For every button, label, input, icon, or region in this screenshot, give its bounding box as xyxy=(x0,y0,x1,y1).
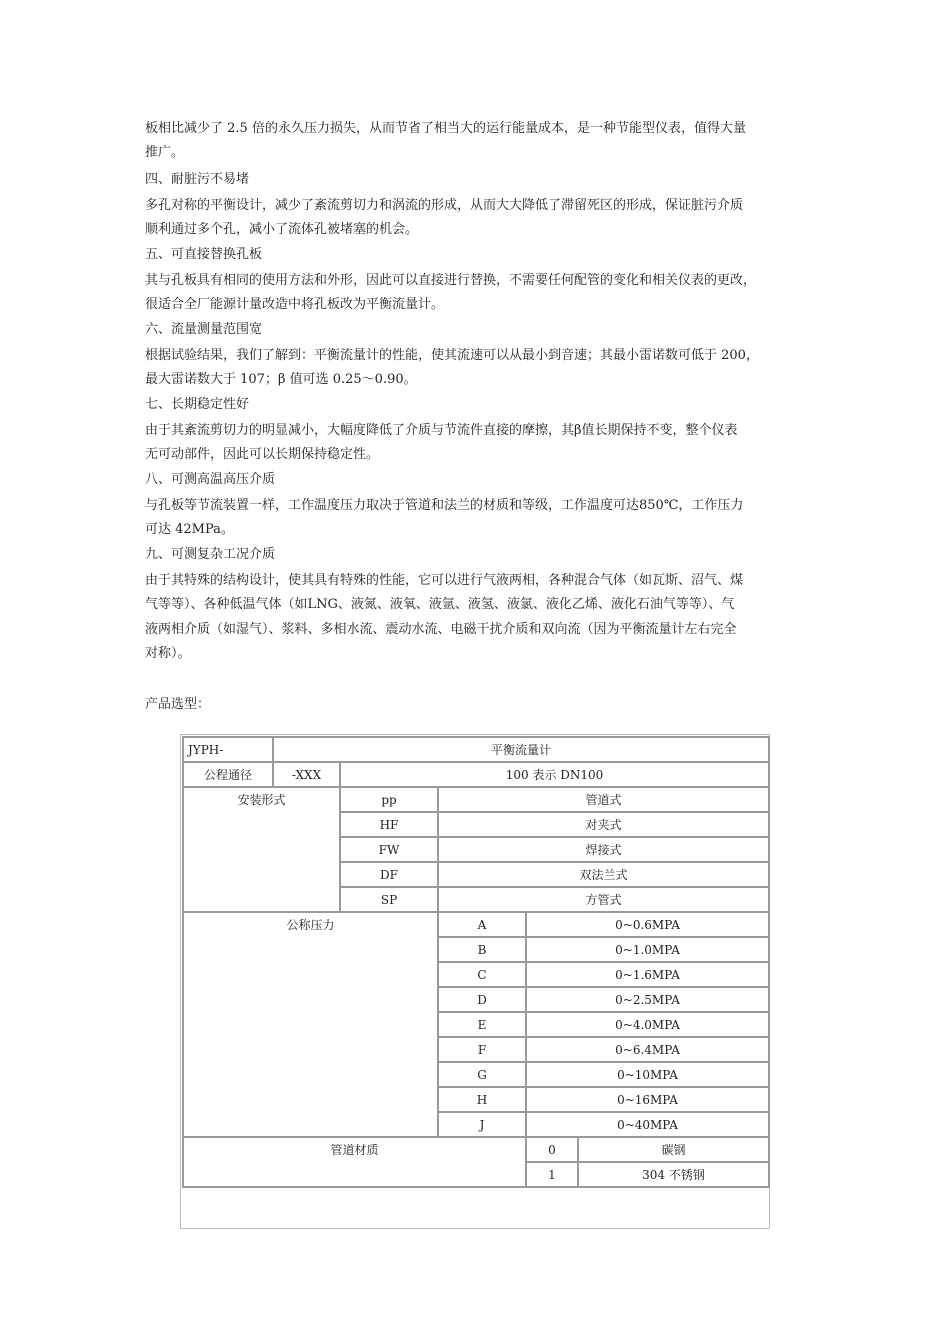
body-line: 很适合全厂能源计量改造中将孔板改为平衡流量计。 xyxy=(145,297,445,312)
pressure-code: D xyxy=(438,987,526,1012)
pressure-code: A xyxy=(438,912,526,937)
install-desc: 双法兰式 xyxy=(438,862,769,887)
body-line: 与孔板等节流装置一样，工作温度压力取决于管道和法兰的材质和等级，工作温度可达850℃，工作压力 xyxy=(145,498,744,513)
body-line: 对称）。 xyxy=(145,646,191,661)
material-desc: 碳钢 xyxy=(578,1137,769,1162)
section-heading: 六、流量测量范围宽 xyxy=(145,322,263,337)
dn-desc: 100 表示 DN100 xyxy=(340,762,769,787)
pressure-desc: 0~4.0MPA xyxy=(526,1012,769,1037)
model-name: 平衡流量计 xyxy=(273,737,769,762)
install-label: 安装形式 xyxy=(183,787,340,912)
body-line: 气等等）、各种低温气体（如LNG、液氮、液氧、液氩、液氢、液氯、液化乙烯、液化石油气等等）、气 xyxy=(145,597,735,612)
install-desc: 方管式 xyxy=(438,887,769,912)
body-line: 根据试验结果，我们了解到：平衡流量计的性能，使其流速可以从最小到音速；其最小雷诺数可低于 200， xyxy=(145,348,759,363)
pressure-code: B xyxy=(438,937,526,962)
pressure-desc: 0~2.5MPA xyxy=(526,987,769,1012)
install-code: DF xyxy=(340,862,438,887)
table-row xyxy=(183,912,769,937)
selection-heading: 产品选型： xyxy=(145,697,211,712)
pressure-desc: 0~10MPA xyxy=(526,1062,769,1087)
table-row xyxy=(183,1137,769,1162)
pressure-code: J xyxy=(438,1112,526,1137)
body-line: 可达 42MPa。 xyxy=(145,522,234,537)
install-desc: 焊接式 xyxy=(438,837,769,862)
section-heading: 七、长期稳定性好 xyxy=(145,397,250,412)
model-code: JYPH- xyxy=(183,737,273,762)
pressure-desc: 0~1.0MPA xyxy=(526,937,769,962)
body-line: 推广。 xyxy=(145,145,185,160)
body-line: 液两相介质（如湿气）、浆料、多相水流、震动水流、电磁干扰介质和双向流（因为平衡流量计左右完全 xyxy=(145,622,737,637)
section-heading: 八、可测高温高压介质 xyxy=(145,472,276,487)
table-row xyxy=(183,762,769,787)
pressure-code: G xyxy=(438,1062,526,1087)
table-row xyxy=(183,737,769,762)
dn-code: -XXX xyxy=(273,762,340,787)
body-line: 由于其特殊的结构设计，使其具有特殊的性能，它可以进行气液两相，各种混合气体（如瓦斯、沼气、煤 xyxy=(145,573,744,588)
body-line: 无可动部件，因此可以长期保持稳定性。 xyxy=(145,447,380,462)
pressure-desc: 0~0.6MPA xyxy=(526,912,769,937)
material-label: 管道材质 xyxy=(183,1137,526,1187)
pressure-code: F xyxy=(438,1037,526,1062)
install-code: FW xyxy=(340,837,438,862)
pressure-desc: 0~16MPA xyxy=(526,1087,769,1112)
material-desc: 304 不锈钢 xyxy=(578,1162,769,1187)
pressure-code: H xyxy=(438,1087,526,1112)
table-row xyxy=(183,787,769,812)
section-heading: 九、可测复杂工况介质 xyxy=(145,547,276,562)
dn-label: 公程通径 xyxy=(183,762,273,787)
install-code: SP xyxy=(340,887,438,912)
pressure-code: E xyxy=(438,1012,526,1037)
section-heading: 五、可直接替换孔板 xyxy=(145,247,263,262)
body-line: 多孔对称的平衡设计，减少了紊流剪切力和涡流的形成，从而大大降低了滞留死区的形成，保证脏污介质 xyxy=(145,198,744,213)
section-heading: 四、耐脏污不易堵 xyxy=(145,172,250,187)
body-line: 板相比减少了 2.5 倍的永久压力损失，从而节省了相当大的运行能量成本，是一种节能型仪表，值得大量 xyxy=(145,121,746,136)
install-code: pp xyxy=(340,787,438,812)
pressure-desc: 0~40MPA xyxy=(526,1112,769,1137)
install-desc: 管道式 xyxy=(438,787,769,812)
body-line: 最大雷诺数大于 107；β 值可选 0.25～0.90。 xyxy=(145,372,417,387)
pressure-desc: 0~1.6MPA xyxy=(526,962,769,987)
install-desc: 对夹式 xyxy=(438,812,769,837)
material-code: 0 xyxy=(526,1137,578,1162)
body-line: 顺利通过多个孔，减小了流体孔被堵塞的机会。 xyxy=(145,222,419,237)
material-code: 1 xyxy=(526,1162,578,1187)
pressure-label: 公称压力 xyxy=(183,912,438,1137)
body-line: 由于其紊流剪切力的明显减小，大幅度降低了介质与节流件直接的摩擦，其β值长期保持不变，整个仪表 xyxy=(145,423,738,438)
pressure-desc: 0~6.4MPA xyxy=(526,1037,769,1062)
pressure-code: C xyxy=(438,962,526,987)
selection-table xyxy=(182,736,770,1188)
install-code: HF xyxy=(340,812,438,837)
body-line: 其与孔板具有相同的使用方法和外形，因此可以直接进行替换，不需要任何配管的变化和相关仪表的更改， xyxy=(145,273,757,288)
